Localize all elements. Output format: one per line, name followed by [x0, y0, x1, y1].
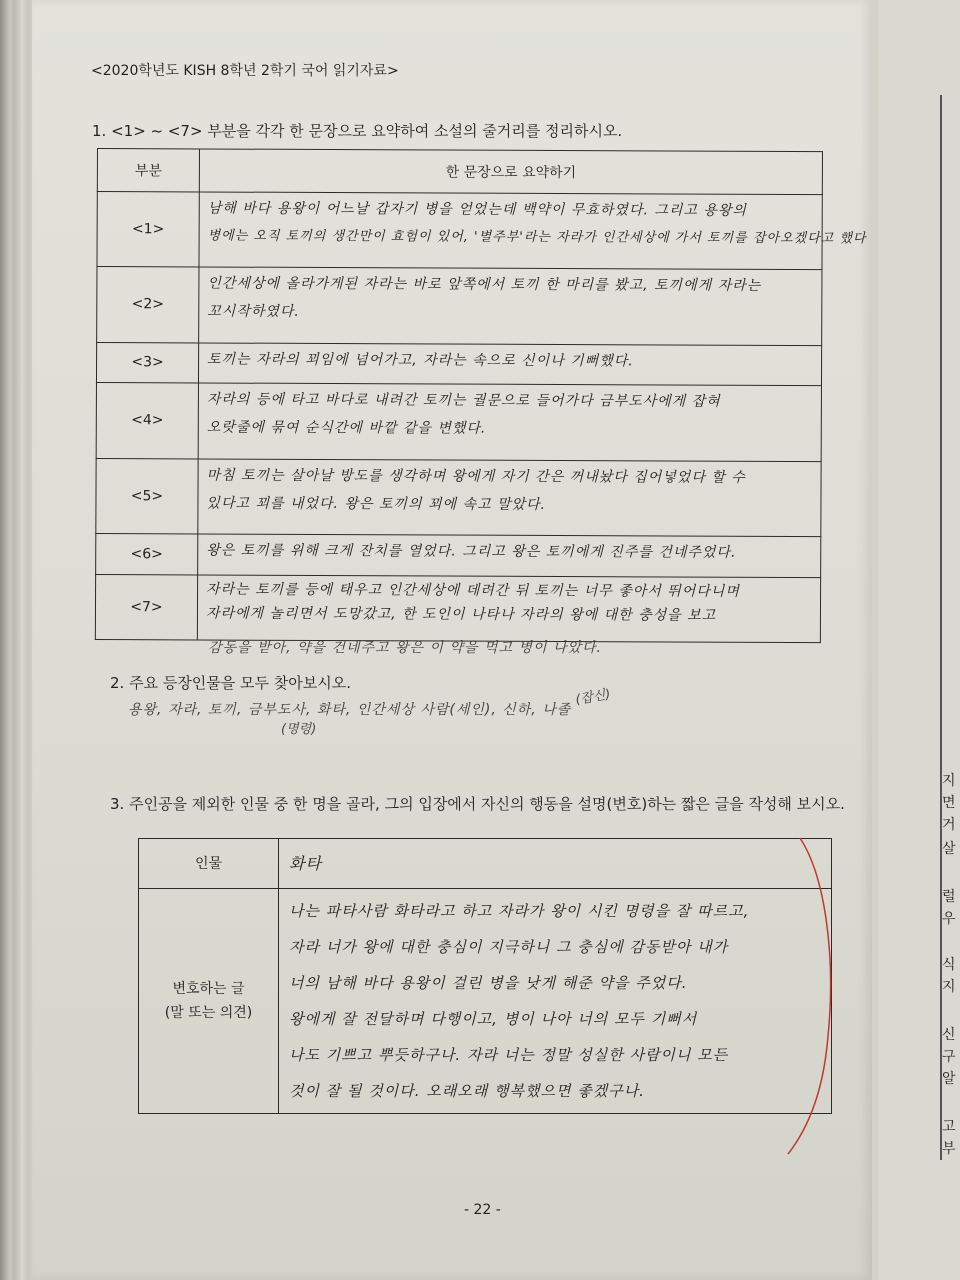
defense-label-line: (말 또는 의견): [164, 1005, 253, 1021]
answer-line: 것이 잘 될 것이다. 오래오래 행복했으면 좋겠구나.: [289, 1082, 645, 1100]
answer-line: 꼬시작하였다.: [207, 303, 300, 321]
defense-label: [139, 889, 279, 1114]
answer-line: 자라의 등에 타고 바다로 내려간 토끼는 궐문으로 들어가다 금부도사에게 잡혀: [206, 391, 721, 411]
column-header-summary: 한 문장으로 요약하기: [199, 149, 822, 195]
adjacent-page: [878, 0, 960, 1280]
summary-table-header: [97, 149, 822, 195]
question-2-annotation: (잡신): [574, 687, 612, 708]
character-answer: 화타: [279, 839, 832, 889]
answer-line: 나도 기쁘고 뿌듯하구나. 자라 너는 정말 성실한 사람이니 모든: [289, 1046, 729, 1064]
part-label: <4>: [96, 383, 198, 459]
document-header: <2020학년도 KISH 8학년 2학기 국어 읽기자료>: [91, 63, 399, 79]
question-1-title: 1. <1> ~ <7> 부분을 각각 한 문장으로 요약하여 소설의 줄거리를 정리하시오.: [92, 122, 623, 140]
part-label: <5>: [96, 458, 198, 534]
summary-answer: [197, 575, 820, 643]
character-label: 인물: [139, 839, 279, 889]
adjacent-text: 식: [942, 957, 956, 973]
defense-label-line: 변호하는 글: [172, 981, 245, 997]
table-row: [139, 889, 832, 1114]
table-row: [96, 383, 821, 461]
answer-line: 토끼는 자라의 꾀임에 넘어가고, 자라는 속으로 신이나 기뻐했다.: [207, 351, 634, 369]
answer-line: 병에는 오직 토끼의 생간만이 효험이 있어, '별주부'라는 자라가 인간세상에 가서 토끼를 잡아오겠다고 했다: [207, 228, 867, 247]
table-row: [96, 458, 821, 536]
answer-line: 인간세상에 올라가게된 자라는 바로 앞쪽에서 토끼 한 마리를 봤고, 토끼에게 자라는: [207, 275, 762, 295]
part-label: <7>: [95, 574, 197, 640]
answer-line: 남해 바다 용왕이 어느날 갑자기 병을 얻었는데 백약이 무효하였다. 그리고 용왕의: [207, 200, 748, 219]
adjacent-text: 지: [942, 979, 956, 995]
table-row: [97, 192, 822, 270]
part-label: <1>: [97, 192, 199, 268]
red-pen-check-mark: [770, 836, 850, 1156]
question-2-annotation: (명령): [281, 722, 317, 737]
table-row: [95, 574, 820, 643]
question-3-title: 3. 주인공을 제외한 인물 중 한 명을 골라, 그의 입장에서 자신의 행동을 설명(변호)하는 짧은 글을 작성해 보시오.: [110, 795, 845, 813]
adjacent-page-rule: [940, 95, 942, 1160]
part-label: <6>: [96, 533, 198, 574]
adjacent-text: 구: [942, 1049, 956, 1065]
answer-line: 나는 파타사람 화타라고 하고 자라가 왕이 시킨 명령을 잘 따르고,: [289, 902, 750, 920]
part-label: <2>: [97, 267, 199, 343]
answer-line: 자라는 토끼를 등에 태우고 인간세상에 데려간 뒤 토끼는 너무 좋아서 뛰어다니며: [206, 581, 740, 600]
summary-answer: [198, 383, 821, 461]
column-header-part: 부분: [97, 149, 199, 192]
answer-line: 마침 토끼는 살아날 방도를 생각하며 왕에게 자기 간은 꺼내놨다 집어넣었다 할 수: [206, 467, 746, 486]
question-2-title: 2. 주요 등장인물을 모두 찾아보시오.: [110, 674, 352, 692]
summary-answer: [198, 459, 821, 537]
answer-line: 너의 남해 바다 용왕이 걸린 병을 낫게 해준 약을 주었다.: [289, 974, 688, 992]
summary-answer: [198, 534, 821, 577]
summary-table: [95, 148, 867, 643]
answer-line: 오랏줄에 묶여 순식간에 바깥 같을 변했다.: [206, 419, 487, 437]
adjacent-text: 우: [942, 911, 956, 927]
table-row: [139, 839, 832, 889]
answer-line: 왕은 토끼를 위해 크게 잔치를 열었다. 그리고 왕은 토끼에게 진주를 건네주었다.: [206, 542, 737, 561]
adjacent-text: 살: [942, 841, 956, 857]
table-row: [97, 267, 822, 345]
adjacent-text: 럴: [942, 889, 956, 905]
page-number: - 22 -: [464, 1202, 501, 1218]
summary-answer-overflow-line: 감동을 받아, 약을 건네주고 왕은 이 약을 먹고 병이 나았다.: [208, 640, 603, 656]
adjacent-text: 부: [942, 1141, 956, 1157]
table-row: [96, 533, 821, 577]
part-label: <3>: [96, 342, 198, 383]
defense-table: [138, 838, 832, 1114]
answer-line: 자라 너가 왕에 대한 충심이 지극하니 그 충심에 감동받아 내가: [289, 938, 729, 956]
adjacent-text: 거: [942, 817, 956, 833]
defense-answer: [279, 889, 832, 1114]
adjacent-text: 알: [942, 1071, 956, 1087]
answer-line: 왕에게 잘 전달하며 다행이고, 병이 나아 너의 모두 기뻐서: [289, 1010, 698, 1028]
summary-answer: [199, 267, 822, 345]
table-row: [96, 342, 821, 386]
answer-line: 자라에게 놀리면서 도망갔고, 한 도인이 나타나 자라의 왕에 대한 충성을 보고: [205, 605, 717, 624]
adjacent-text: 지: [942, 773, 956, 789]
adjacent-text: 고: [942, 1119, 956, 1135]
summary-answer: [199, 192, 867, 270]
adjacent-text: 면: [942, 795, 956, 811]
answer-line: 있다고 꾀를 내었다. 왕은 토끼의 꾀에 속고 말았다.: [206, 495, 547, 513]
summary-answer: [198, 343, 821, 386]
question-2-answer: 용왕, 자라, 토끼, 금부도사, 화타, 인간세상 사람(세인), 신하, 나졸: [128, 702, 572, 718]
adjacent-text: 신: [942, 1027, 956, 1043]
